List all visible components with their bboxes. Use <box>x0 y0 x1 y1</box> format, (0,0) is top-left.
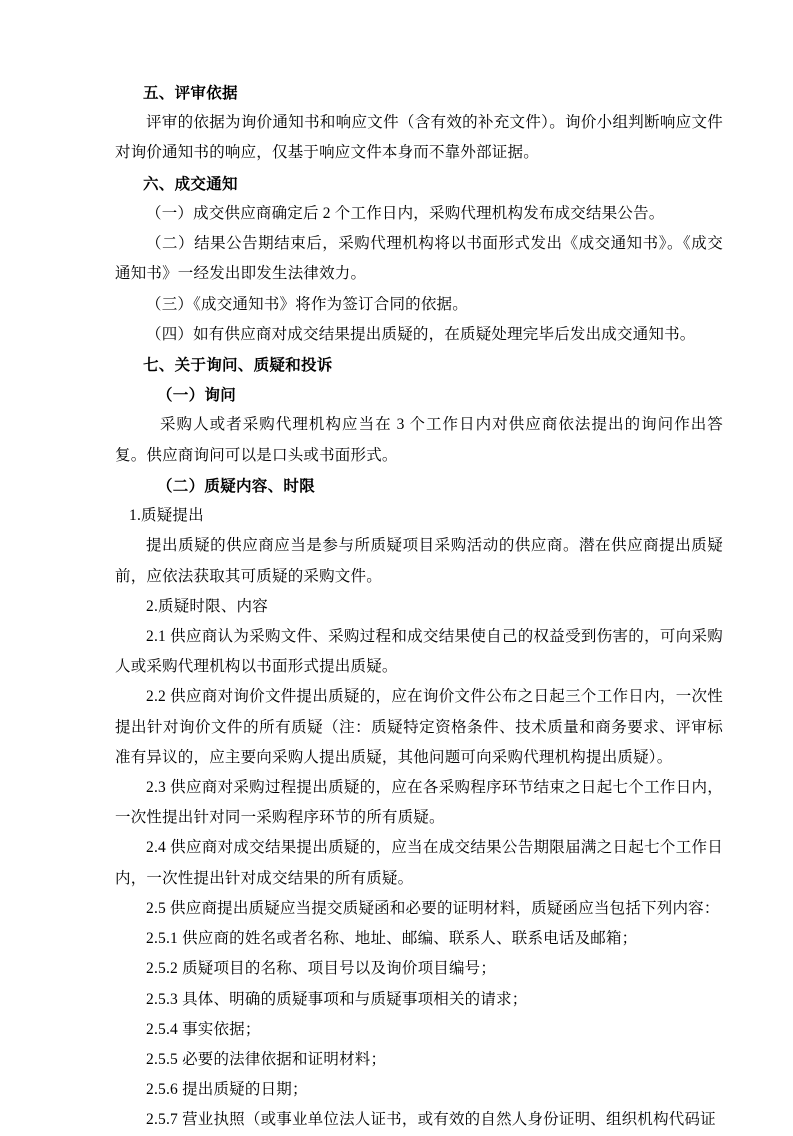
paragraph: 2.5.1 供应商的姓名或者名称、地址、邮编、联系人、联系电话及邮箱； <box>146 930 638 948</box>
paragraph: 评审的依据为询价通知书和响应文件（含有效的补充文件）。询价小组判断响应文件对询价通知书的响应，仅基于响应文件本身而不靠外部证据。 <box>115 114 723 162</box>
paragraph: 2.5 供应商提出质疑应当提交质疑函和必要的证明材料，质疑函应当包括下列内容： <box>146 899 720 917</box>
paragraph: （二）结果公告期结束后，采购代理机构将以书面形式发出《成交通知书》。《成交通知书》一经发出即发生法律效力。 <box>115 235 723 283</box>
paragraph: 2.5.2 质疑项目的名称、项目号以及询价项目编号； <box>146 960 497 978</box>
paragraph: 2.5.6 提出质疑的日期； <box>146 1081 308 1099</box>
document-body <box>115 78 723 1136</box>
section-heading: 五、评审依据 <box>143 84 238 102</box>
subsection-heading: （二）质疑内容、时限 <box>157 476 316 495</box>
paragraph: 2.5.7 营业执照（或事业单位法人证书，或有效的自然人身份证明、组织机构代码证 <box>146 1111 716 1129</box>
paragraph: 采购人或者采购代理机构应当在 3 个工作日内对供应商依法提出的询问作出答复。供应商询问可以是口头或书面形式。 <box>115 416 723 464</box>
section-heading: 七、关于询问、质疑和投诉 <box>143 355 333 374</box>
paragraph: 2.1 供应商认为采购文件、采购过程和成交结果使自己的权益受到伤害的，可向采购人或采购代理机构以书面形式提出质疑。 <box>115 627 723 676</box>
section-heading: 六、成交通知 <box>143 174 238 193</box>
paragraph: 2.2 供应商对询价文件提出质疑的，应在询价文件公布之日起三个工作日内，一次性提出针对询价文件的所有质疑（注：质疑特定资格条件、技术质量和商务要求、评审标准有异议的，应主要向采购人提出质疑，其他问题可向采购代理机构提出质疑）。 <box>115 688 723 766</box>
paragraph: 2.5.4 事实依据； <box>146 1020 261 1038</box>
paragraph: 2.3 供应商对采购过程提出质疑的，应在各采购程序环节结束之日起七个工作日内，一次性提出针对同一采购程序环节的所有质疑。 <box>115 779 723 827</box>
paragraph: 2.5.5 必要的法律依据和证明材料； <box>146 1051 387 1068</box>
paragraph: 2.4 供应商对成交结果提出质疑的，应当在成交结果公告期限届满之日起七个工作日内，一次性提出针对成交结果的所有质疑。 <box>115 839 723 887</box>
paragraph: （四）如有供应商对成交结果提出质疑的，在质疑处理完毕后发出成交通知书。 <box>146 325 696 343</box>
paragraph: 提出质疑的供应商应当是参与所质疑项目采购活动的供应商。潜在供应商提出质疑前，应依法获取其可质疑的采购文件。 <box>115 537 723 585</box>
paragraph: （一）成交供应商确定后 2 个工作日内，采购代理机构发布成交结果公告。 <box>146 204 665 222</box>
paragraph: 2.质疑时限、内容 <box>146 597 268 615</box>
subsection-heading: （一）询问 <box>157 386 237 405</box>
paragraph: （三）《成交通知书》将作为签订合同的依据。 <box>146 295 468 313</box>
paragraph: 2.5.3 具体、明确的质疑事项和与质疑事项相关的请求； <box>146 990 528 1008</box>
paragraph: 1.质疑提出 <box>129 507 204 525</box>
